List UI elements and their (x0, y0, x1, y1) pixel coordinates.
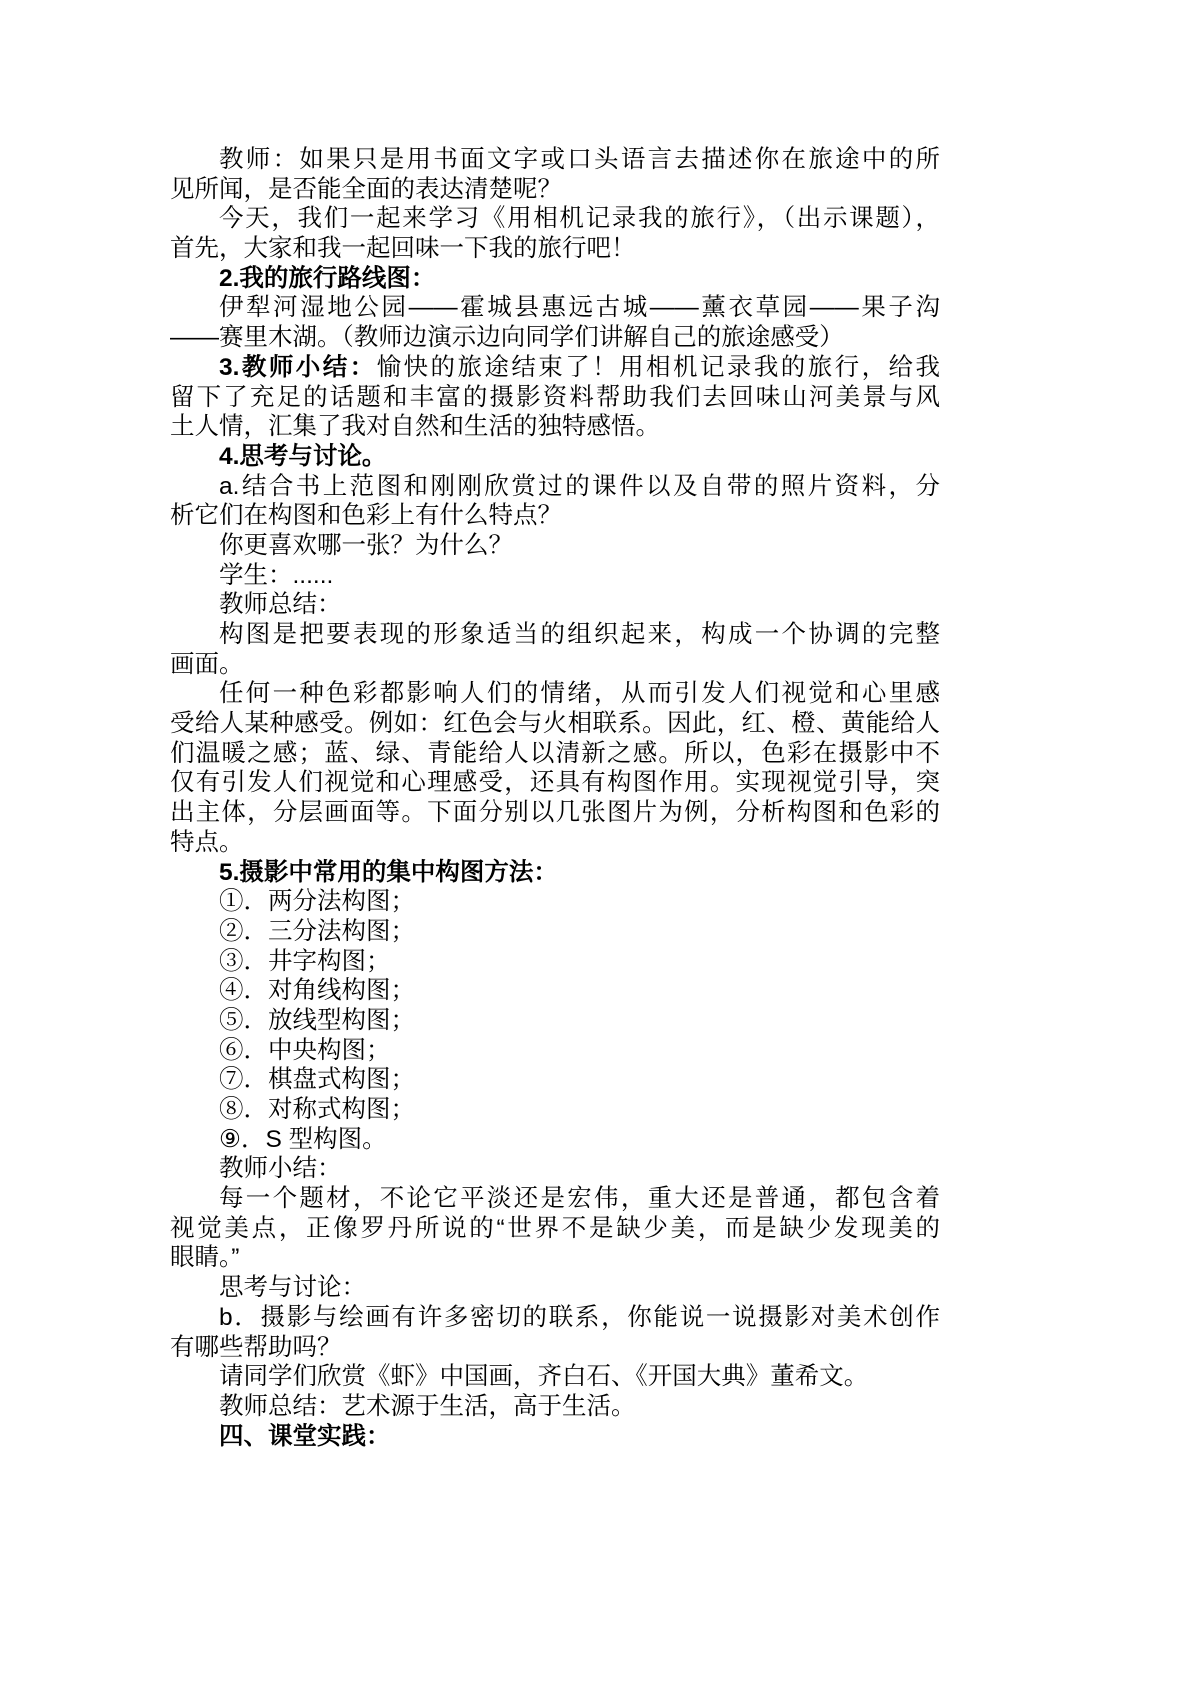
section-heading-practice: 四、课堂实践： (219, 1422, 391, 1450)
question-a-line: 析它们在构图和色彩上有什么特点？ (170, 502, 562, 530)
appreciation-line: 请同学们欣赏《虾》中国画，齐白石、《开国大典》董希文。 (219, 1363, 869, 1391)
color-line: 们温暖之感；蓝、绿、青能给人以清新之感。所以，色彩在摄影中不 (170, 739, 940, 767)
section-heading-methods: 5.摄影中常用的集中构图方法： (219, 858, 558, 886)
route-line: 伊犁河湿地公园——霍城县惠远古城——薰衣草园——果子沟 (219, 294, 940, 322)
teacher-summary-label: 教师总结： (219, 591, 342, 619)
question-a-line: a.结合书上范图和刚刚欣赏过的课件以及自带的照片资料，分 (219, 472, 940, 500)
question-b-line: 有哪些帮助吗？ (170, 1333, 342, 1361)
color-line: 仅有引发人们视觉和心理感受，还具有构图作用。实现视觉引导，突 (170, 769, 940, 797)
section-heading-route: 2.我的旅行路线图： (219, 264, 436, 292)
methods-summary-line: 视觉美点，正像罗丹所说的“世界不是缺少美，而是缺少发现美的 (170, 1214, 940, 1242)
teacher-summary-line: 留下了充足的话题和丰富的摄影资料帮助我们去回味山河美景与风 (170, 383, 940, 411)
method-list-item: ③．井字构图； (219, 947, 391, 975)
composition-line: 画面。 (170, 650, 244, 678)
methods-summary-line: 眼睛。” (170, 1244, 240, 1272)
route-line: ——赛里木湖。（教师边演示边向同学们讲解自己的旅途感受） (170, 324, 844, 352)
method-list-item: ⑧．对称式构图； (219, 1096, 415, 1123)
document-page (170, 145, 940, 1451)
teacher-question-line: 见所闻，是否能全面的表达清楚呢？ (170, 175, 562, 203)
teacher-question-line: 教师：如果只是用书面文字或口头语言去描述你在旅途中的所 (219, 146, 940, 173)
color-line: 出主体，分层画面等。下面分别以几张图片为例，分析构图和色彩的 (170, 799, 940, 827)
method-list-item: ④．对角线构图； (219, 977, 415, 1005)
section-heading-summary: 3.教师小结： (219, 353, 377, 381)
teacher-summary-label: 教师小结： (219, 1155, 342, 1183)
lesson-intro-line: 今天，我们一起来学习《用相机记录我的旅行》，（出示课题）， (219, 205, 940, 233)
teacher-summary-line (170, 353, 940, 383)
method-list-item: ②．三分法构图； (219, 917, 415, 945)
color-line: 任何一种色彩都影响人们的情绪，从而引发人们视觉和心里感 (219, 680, 940, 708)
lesson-intro-line: 首先，大家和我一起回味一下我的旅行吧！ (170, 235, 636, 263)
section-heading-discussion: 4.思考与讨论。 (219, 442, 387, 470)
method-list-item: ⑦．棋盘式构图； (219, 1066, 415, 1094)
teacher-conclusion-line: 教师总结：艺术源于生活，高于生活。 (219, 1392, 636, 1420)
method-list-item: ⑨．S 型构图。 (219, 1125, 387, 1153)
method-list-item: ①．两分法构图； (219, 888, 415, 916)
color-line: 特点。 (170, 828, 244, 856)
followup-question: 你更喜欢哪一张？为什么？ (219, 531, 513, 559)
methods-summary-line: 每一个题材，不论它平淡还是宏伟，重大还是普通，都包含着 (219, 1185, 940, 1213)
summary-text: 愉快的旅途结束了！用相机记录我的旅行，给我 (376, 353, 941, 381)
question-b-line: b．摄影与绘画有许多密切的联系，你能说一说摄影对美术创作 (219, 1303, 940, 1331)
method-list-item: ⑥．中央构图； (219, 1036, 391, 1064)
color-line: 受给人某种感受。例如：红色会与火相联系。因此，红、橙、黄能给人 (170, 710, 940, 738)
discussion-label: 思考与讨论： (219, 1274, 366, 1302)
student-answer: 学生：...... (219, 561, 334, 589)
teacher-summary-line: 土人情，汇集了我对自然和生活的独特感悟。 (170, 413, 660, 441)
composition-line: 构图是把要表现的形象适当的组织起来，构成一个协调的完整 (219, 621, 940, 648)
method-list-item: ⑤．放线型构图； (219, 1006, 415, 1034)
